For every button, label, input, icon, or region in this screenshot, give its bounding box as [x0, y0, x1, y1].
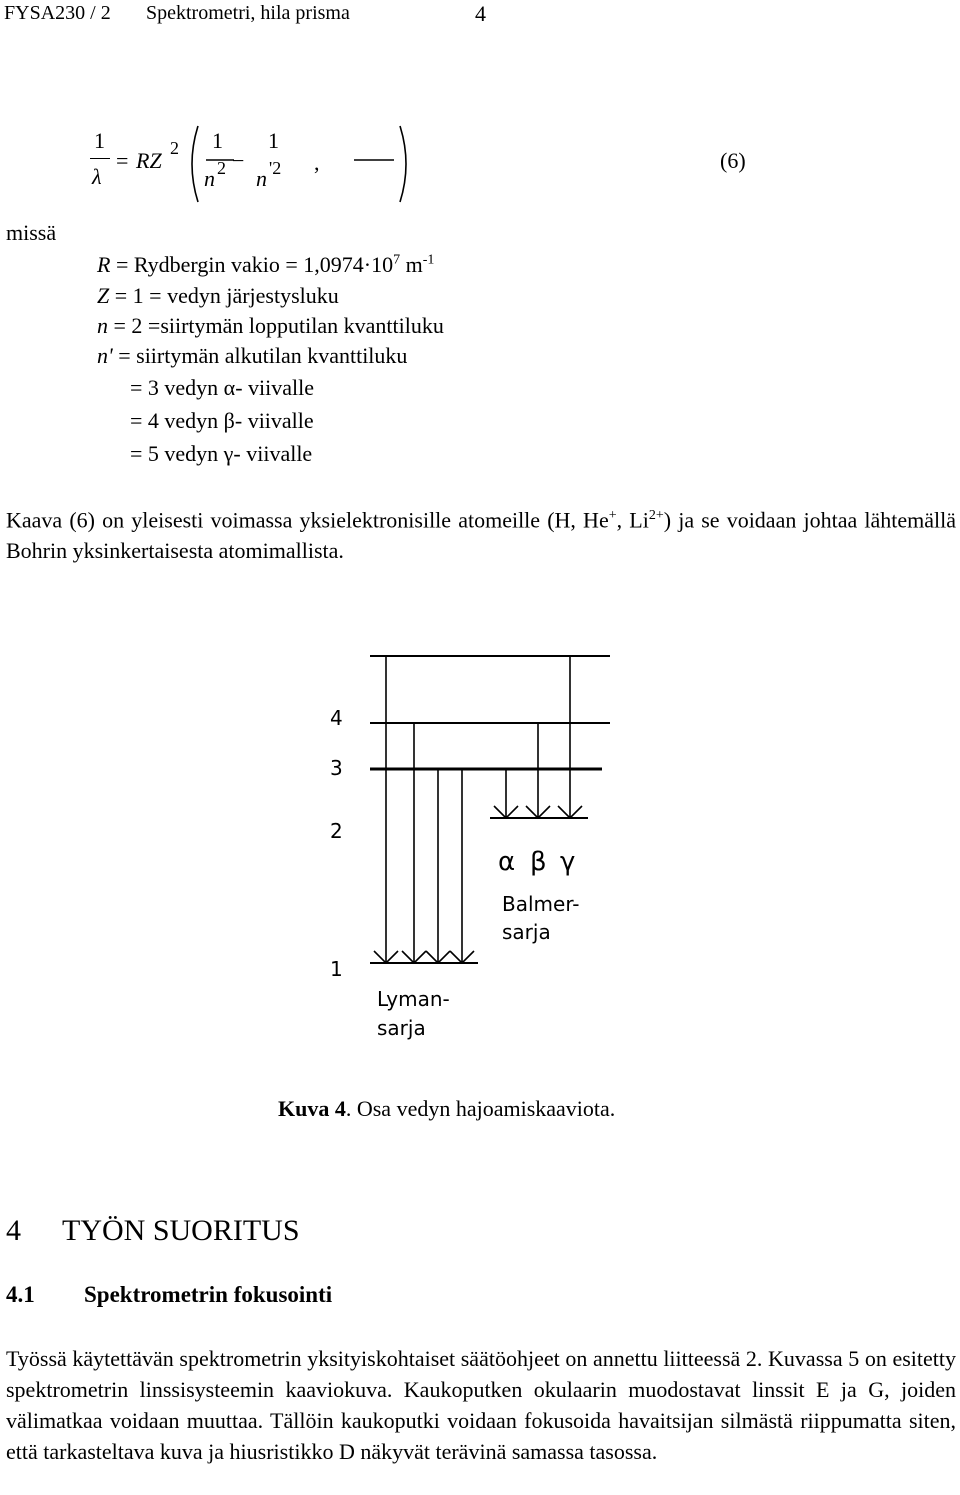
formula-number: (6): [720, 148, 746, 173]
paragraph-kaava: [6, 500, 956, 566]
subsection-number: 4.1: [6, 1282, 35, 1307]
formula-rz-exponent: 2: [170, 138, 179, 158]
formula-numerator-one: 1: [94, 128, 105, 153]
balmer-beta-label: β: [530, 847, 547, 877]
level-label-4: 4: [330, 706, 343, 730]
paragraph-kaava-sup1: +: [608, 508, 617, 523]
formula-n-prime: n: [256, 166, 267, 191]
paragraph-tyossa: Työssä käytettävän spektrometrin yksityiskohtaiset säätöohjeet on annettu liitteessä 2. Kuvassa 5 on esitetty spektrometrin linssisysteemin kaaviokuva. Kaukoputken okulaarin muodostavat linssit E ja G, joiden välimatkaa voidaan muuttaa. Tällöin kaukoputki voidaan fokusoida havaitsijan silmästä riippumatta siten, että tarkasteltava kuva ja hiusristikko D näkyvät terävinä samassa tasossa.: [6, 1346, 956, 1464]
definition-n-text: = 2 =siirtymän lopputilan kvanttiluku: [108, 313, 444, 338]
formula-n-a: n: [204, 166, 215, 191]
definition-n-symbol: n: [97, 313, 108, 338]
figure-caption: [278, 1096, 615, 1122]
paragraph-kaava-part2: , Li: [616, 507, 649, 533]
formula-equals: =: [116, 148, 129, 173]
definition-nprime: [97, 343, 407, 369]
lyman-arrowheads: [374, 951, 474, 963]
formula-comma: ,: [314, 150, 320, 175]
formula-prime-exp: '2: [269, 158, 282, 178]
definition-r: [97, 252, 434, 278]
level-label-2: 2: [330, 819, 343, 843]
definition-r-exp: 7: [393, 252, 401, 268]
definition-z: [97, 283, 339, 309]
balmer-series-label-1: Balmer-: [502, 892, 580, 916]
definition-z-symbol: Z: [97, 283, 110, 308]
balmer-gamma-label: γ: [560, 847, 576, 877]
formula-one-a: 1: [212, 128, 223, 153]
formula-fraction-bar: [90, 158, 110, 159]
formula-minus: −: [232, 148, 245, 173]
formula-6: [86, 120, 766, 210]
section-title: TYÖN SUORITUS: [62, 1214, 300, 1247]
missa-label: missä: [6, 220, 57, 245]
definition-nprime-text: = siirtymän alkutilan kvanttiluku: [112, 343, 408, 368]
definition-alpha-line: = 3 vedyn α- viivalle: [130, 375, 315, 400]
definition-r-unit: m: [400, 252, 423, 277]
level-label-1: 1: [330, 957, 343, 981]
header-course: FYSA230 / 2: [4, 2, 111, 24]
paragraph-kaava-part1: Kaava (6) on yleisesti voimassa yksielektronisille atomeille (H, He: [6, 507, 609, 533]
formula-exp-a: 2: [217, 158, 226, 178]
level-label-3: 3: [330, 756, 343, 780]
formula-one-b: 1: [268, 128, 279, 153]
paragraph-kaava-part3: ) ja se voidaan johtaa lähtemällä Bohrin yksinkertaisesta atomimallista.: [6, 507, 956, 564]
paragraph-kaava-sup2: 2+: [648, 508, 664, 523]
subsection-title: Spektrometrin fokusointi: [84, 1282, 333, 1307]
definition-gamma-line: = 5 vedyn γ- viivalle: [130, 441, 313, 466]
definition-r-ten: 10: [371, 252, 394, 277]
lyman-series-label-1: Lyman-: [377, 987, 450, 1011]
energy-level-diagram: [320, 648, 620, 1058]
definition-nprime-symbol: n': [97, 343, 113, 368]
definition-r-text: = Rydbergin vakio = 1,0974: [110, 252, 364, 277]
balmer-series-label-2: sarja: [502, 920, 551, 944]
formula-lambda: λ: [92, 164, 102, 189]
definition-z-text: = 1 = vedyn järjestysluku: [109, 283, 339, 308]
header-page-number: 4: [475, 1, 486, 26]
formula-rz: RZ: [136, 148, 162, 173]
definition-r-symbol: R: [97, 252, 111, 277]
figure-caption-label: Kuva 4: [278, 1096, 346, 1121]
figure-caption-text: . Osa vedyn hajoamiskaaviota.: [345, 1096, 616, 1121]
lyman-series-label-2: sarja: [377, 1016, 426, 1040]
header-title: Spektrometri, hila prisma: [146, 2, 350, 24]
definition-r-dot: ·: [363, 252, 372, 277]
section-number: 4: [6, 1214, 21, 1247]
balmer-alpha-label: α: [498, 847, 516, 877]
definition-n: [97, 313, 444, 339]
definition-beta-line: = 4 vedyn β- viivalle: [130, 408, 314, 433]
definition-r-unit-exp: -1: [422, 252, 435, 268]
